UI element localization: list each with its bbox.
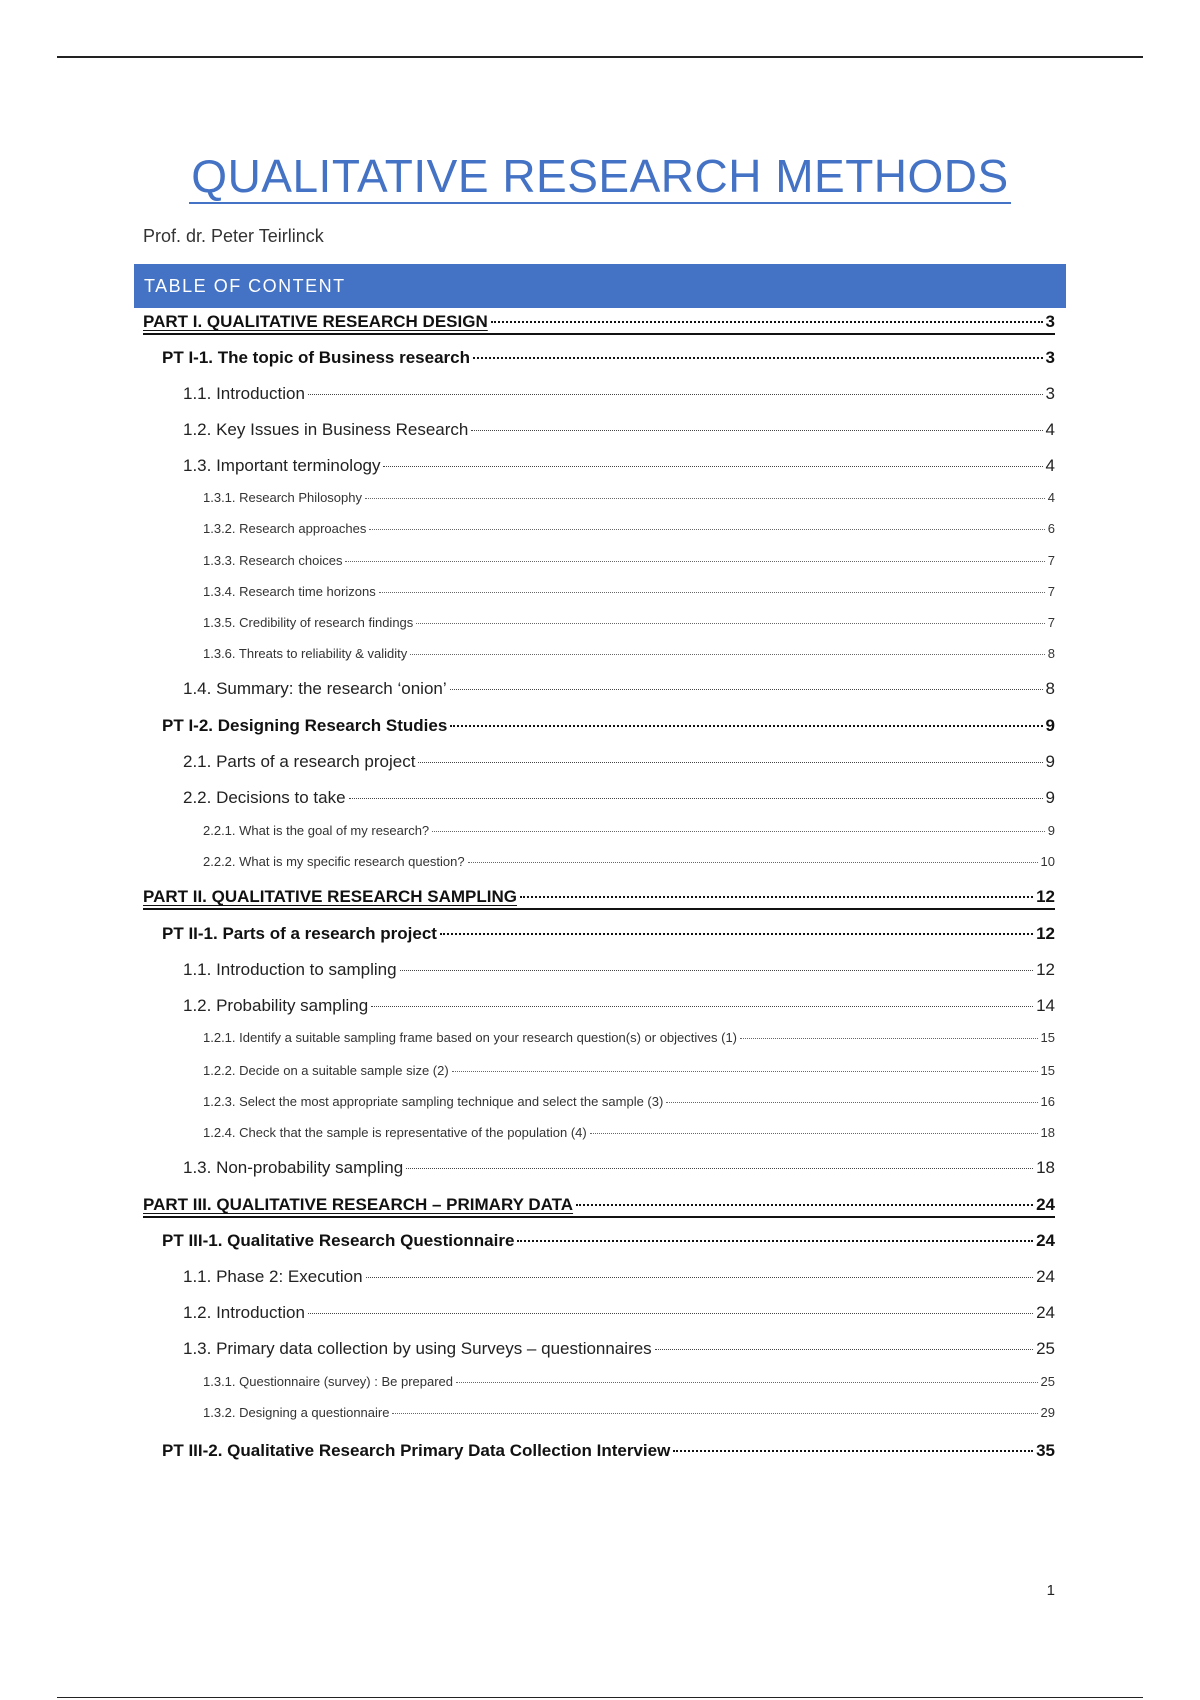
toc-entry-page: 9: [1047, 823, 1055, 838]
toc-entry[interactable]: [183, 788, 1055, 808]
toc-entry-page: 3: [1045, 312, 1055, 331]
toc-entry-page: 29: [1040, 1405, 1055, 1420]
toc-dot-leader: [366, 1277, 1034, 1278]
author-line: Prof. dr. Peter Teirlinck: [143, 226, 324, 246]
toc-dot-leader: [452, 1071, 1038, 1072]
toc-entry-label: 1.2. Introduction: [183, 1303, 305, 1322]
toc-dot-leader: [392, 1413, 1037, 1414]
toc-entry-label: 1.3.1. Questionnaire (survey) : Be prepared: [203, 1374, 454, 1389]
toc-entry-label: 1.3.3. Research choices: [203, 553, 343, 568]
toc-entry[interactable]: [203, 615, 1055, 630]
toc-entry-label: 1.3. Important terminology: [183, 456, 381, 475]
toc-entry-page: 8: [1045, 679, 1055, 698]
bottom-rule: [57, 1697, 1143, 1698]
toc-entry-page: 6: [1047, 521, 1055, 536]
toc-entry[interactable]: [203, 553, 1055, 568]
toc-entry-label: PART I. QUALITATIVE RESEARCH DESIGN: [143, 312, 488, 331]
toc-entry-label: 1.2.4. Check that the sample is representative of the population (4): [203, 1125, 587, 1140]
toc-entry-label: PT I-1. The topic of Business research: [162, 348, 470, 367]
toc-dot-leader: [517, 1240, 1033, 1242]
toc-entry-page: 3: [1045, 384, 1055, 403]
toc-dot-leader: [473, 357, 1043, 359]
toc-dot-leader: [471, 430, 1042, 431]
toc-entry-page: 18: [1036, 1158, 1055, 1177]
toc-entry[interactable]: [143, 887, 1055, 910]
toc-entry-label: 1.3. Non-probability sampling: [183, 1158, 404, 1177]
toc-entry[interactable]: [183, 1339, 1055, 1359]
toc-entry[interactable]: [162, 1441, 1055, 1461]
toc-dot-leader: [406, 1168, 1033, 1169]
toc-entry-page: 4: [1045, 420, 1055, 439]
toc-dot-leader: [308, 394, 1043, 395]
toc-dot-leader: [383, 466, 1042, 467]
toc-entry-label: 1.3.5. Credibility of research findings: [203, 615, 414, 630]
toc-dot-leader: [440, 933, 1033, 935]
document-title-text: QUALITATIVE RESEARCH METHODS: [191, 150, 1009, 202]
toc-entry-page: 7: [1047, 553, 1055, 568]
toc-dot-leader: [345, 561, 1044, 562]
toc-entry-label: 2.2. Decisions to take: [183, 788, 346, 807]
toc-dot-leader: [590, 1133, 1038, 1134]
toc-entry-page: 24: [1036, 1231, 1055, 1250]
toc-dot-leader: [365, 498, 1045, 499]
toc-dot-leader: [308, 1313, 1033, 1314]
toc-entry[interactable]: [183, 996, 1055, 1016]
toc-header: TABLE OF CONTENT: [134, 264, 1066, 308]
toc-entry-label: 1.3.2. Research approaches: [203, 521, 367, 536]
toc-entry-label: PT II-1. Parts of a research project: [162, 924, 437, 943]
toc-dot-leader: [740, 1038, 1038, 1039]
toc-entry[interactable]: [203, 1374, 1055, 1389]
toc-dot-leader: [666, 1102, 1037, 1103]
toc-dot-leader: [371, 1006, 1033, 1007]
toc-entry-page: 18: [1040, 1125, 1055, 1140]
top-rule: [57, 56, 1143, 58]
toc-entry-label: 1.3.2. Designing a questionnaire: [203, 1405, 390, 1420]
toc-entry[interactable]: [203, 854, 1055, 869]
toc-entry[interactable]: [203, 1094, 1055, 1109]
toc-entry[interactable]: [183, 752, 1055, 772]
toc-entry-label: 1.3.4. Research time horizons: [203, 584, 376, 599]
toc-entry[interactable]: [162, 1231, 1055, 1251]
toc-entry[interactable]: [183, 1303, 1055, 1323]
toc-dot-leader: [655, 1349, 1033, 1350]
toc-entry-page: 4: [1045, 456, 1055, 475]
toc-entry-label: PART II. QUALITATIVE RESEARCH SAMPLING: [143, 887, 518, 906]
toc-entry-page: 9: [1045, 788, 1055, 807]
toc-entry[interactable]: [203, 646, 1055, 661]
toc-entry-label: 1.2.3. Select the most appropriate sampling technique and select the sample (3): [203, 1094, 664, 1109]
toc-entry[interactable]: [162, 924, 1055, 944]
toc-entry[interactable]: [203, 823, 1055, 838]
toc-entry[interactable]: [183, 679, 1055, 699]
toc-entry[interactable]: [203, 1030, 1055, 1045]
toc-dot-leader: [410, 654, 1045, 655]
toc-dot-leader: [349, 798, 1043, 799]
toc-entry-page: 4: [1047, 490, 1055, 505]
toc-dot-leader: [379, 592, 1045, 593]
toc-entry[interactable]: [162, 348, 1055, 368]
toc-entry-page: 14: [1036, 996, 1055, 1015]
toc-dot-leader: [416, 623, 1044, 624]
toc-dot-leader: [450, 689, 1043, 690]
toc-entry-label: PT III-2. Qualitative Research Primary Data Collection Interview: [162, 1441, 671, 1460]
toc-entry-label: 1.3.1. Research Philosophy: [203, 490, 362, 505]
toc-entry-label: 2.1. Parts of a research project: [183, 752, 416, 771]
toc-entry[interactable]: [183, 960, 1055, 980]
toc-dot-leader: [400, 970, 1034, 971]
toc-dot-leader: [418, 762, 1042, 763]
toc-entry-label: 2.2.2. What is my specific research question?: [203, 854, 465, 869]
toc-entry-page: 15: [1040, 1030, 1055, 1045]
toc-entry-label: PART III. QUALITATIVE RESEARCH – PRIMARY DATA: [143, 1195, 574, 1214]
page-number: 1: [1046, 1582, 1055, 1599]
toc-entry-page: 9: [1045, 752, 1055, 771]
toc-entry[interactable]: [183, 384, 1055, 404]
toc-dot-leader: [468, 862, 1038, 863]
toc-entry-page: 25: [1036, 1339, 1055, 1358]
toc-entry-label: 1.2.1. Identify a suitable sampling frame based on your research question(s) or objectives (1): [203, 1030, 737, 1045]
document-title: [0, 148, 1200, 204]
toc-entry-page: 24: [1036, 1195, 1055, 1214]
toc-entry-label: PT III-1. Qualitative Research Questionnaire: [162, 1231, 515, 1250]
toc-entry[interactable]: [183, 456, 1055, 476]
toc-entry-page: 8: [1047, 646, 1055, 661]
toc-entry-page: 12: [1036, 924, 1055, 943]
toc-entry-page: 7: [1047, 615, 1055, 630]
toc-entry[interactable]: [203, 1125, 1055, 1140]
toc-dot-leader: [673, 1450, 1033, 1452]
toc-entry-page: 24: [1036, 1267, 1055, 1286]
toc-entry[interactable]: [183, 1267, 1055, 1287]
toc-entry-label: 1.1. Introduction to sampling: [183, 960, 397, 979]
toc-entry-label: 2.2.1. What is the goal of my research?: [203, 823, 430, 838]
toc-entry-label: 1.1. Introduction: [183, 384, 305, 403]
toc-entry[interactable]: [203, 490, 1055, 505]
toc-entry[interactable]: [143, 1195, 1055, 1218]
toc-entry[interactable]: [183, 1158, 1055, 1178]
toc-entry[interactable]: [203, 1063, 1055, 1078]
toc-entry-label: 1.4. Summary: the research ‘onion’: [183, 679, 447, 698]
toc-entry[interactable]: [162, 716, 1055, 736]
toc-entry-page: 24: [1036, 1303, 1055, 1322]
toc-entry[interactable]: [143, 312, 1055, 335]
toc-entry-label: 1.2. Key Issues in Business Research: [183, 420, 469, 439]
toc-entry-label: PT I-2. Designing Research Studies: [162, 716, 448, 735]
toc-entry-page: 16: [1040, 1094, 1055, 1109]
toc-entry-page: 25: [1040, 1374, 1055, 1389]
toc-entry-label: 1.3. Primary data collection by using Surveys – questionnaires: [183, 1339, 652, 1358]
toc-entry-label: 1.1. Phase 2: Execution: [183, 1267, 363, 1286]
toc-entry-page: 15: [1040, 1063, 1055, 1078]
toc-entry-page: 7: [1047, 584, 1055, 599]
toc-entry-page: 35: [1036, 1441, 1055, 1460]
toc-entry[interactable]: [203, 521, 1055, 536]
toc-dot-leader: [520, 896, 1033, 898]
toc-entry[interactable]: [203, 1405, 1055, 1420]
toc-dot-leader: [432, 831, 1045, 832]
toc-dot-leader: [456, 1382, 1038, 1383]
toc-entry-label: 1.3.6. Threats to reliability & validity: [203, 646, 408, 661]
toc-entry-label: 1.2. Probability sampling: [183, 996, 369, 1015]
toc-entry-page: 12: [1036, 960, 1055, 979]
toc-entry-page: 12: [1036, 887, 1055, 906]
toc-dot-leader: [491, 321, 1043, 323]
toc-dot-leader: [369, 529, 1044, 530]
toc-dot-leader: [450, 725, 1042, 727]
toc-entry[interactable]: [203, 584, 1055, 599]
toc-entry[interactable]: [183, 420, 1055, 440]
toc-entry-page: 10: [1040, 854, 1055, 869]
toc-entry-page: 9: [1045, 716, 1055, 735]
toc-entry-label: 1.2.2. Decide on a suitable sample size (2): [203, 1063, 449, 1078]
toc-entry-page: 3: [1045, 348, 1055, 367]
toc-dot-leader: [576, 1204, 1033, 1206]
